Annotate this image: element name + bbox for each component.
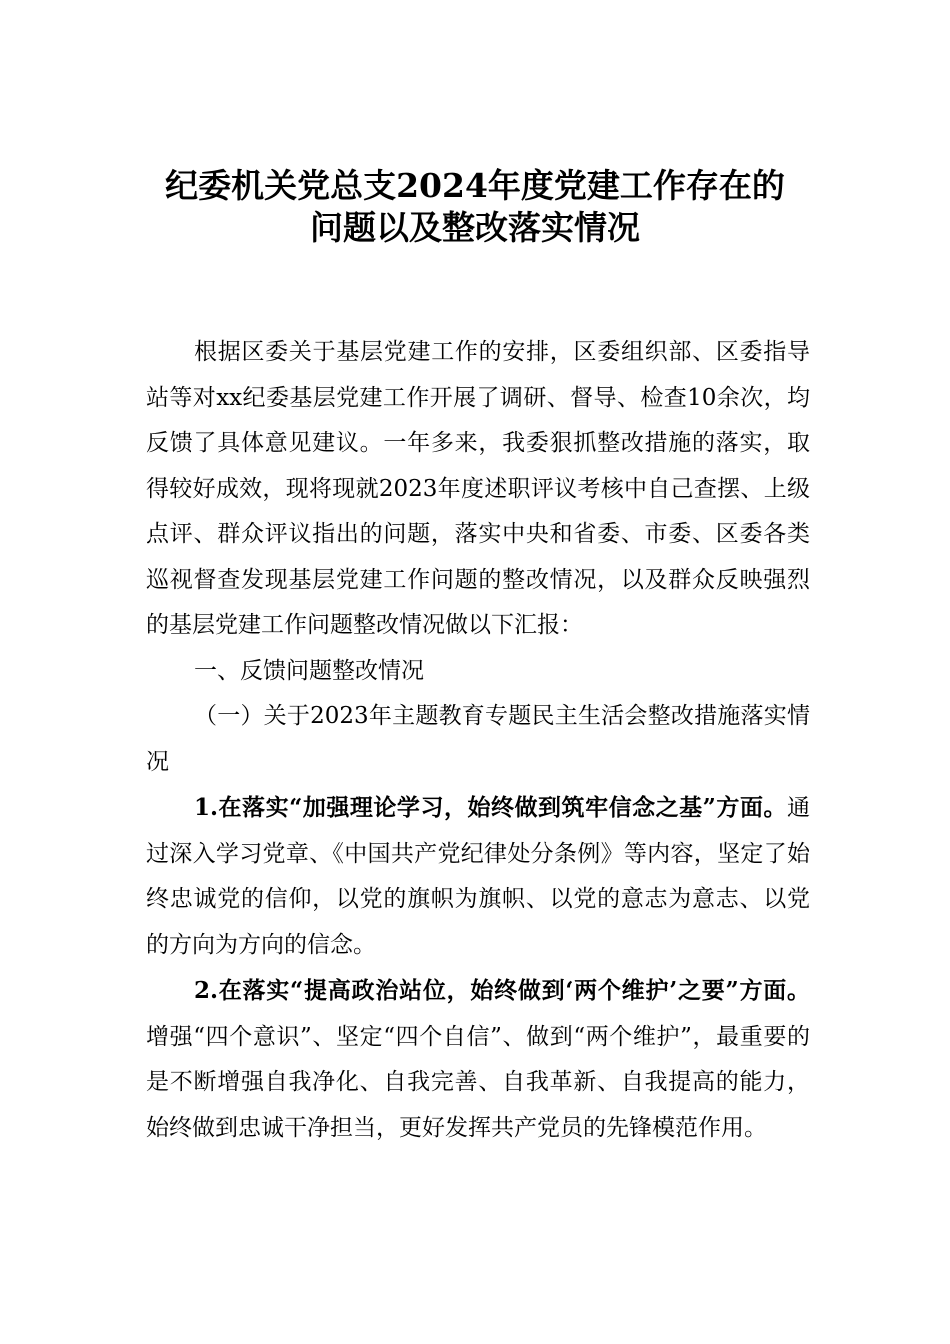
section-heading-1: 一、反馈问题整改情况 xyxy=(194,657,424,684)
subsection-heading-1: （一）关于2023年主题教育专题民主生活会整改措施落实情况 xyxy=(146,703,810,775)
item-1-lead: 1.在落实“加强理论学习，始终做到筑牢信念之基”方面。 xyxy=(194,794,787,821)
document-title-line-1: 纪委机关党总支2024年度党建工作存在的 xyxy=(165,166,785,205)
item-1-paragraph xyxy=(146,785,810,968)
document-body xyxy=(146,330,810,1151)
intro-paragraph: 根据区委关于基层党建工作的安排，区委组织部、区委指导站等对xx纪委基层党建工作开展了调研、督导、检查10余次，均反馈了具体意见建议。一年多来，我委狠抓整改措施的落实，取得较好成效，现将现就2023年度述职评议考核中自己查摆、上级点评、群众评议指出的问题，落实中央和省委、市委、区委各类巡视督查发现基层党建工作问题的整改情况，以及群众反映强烈的基层党建工作问题整改情况做以下汇报： xyxy=(146,339,810,638)
item-2-text: 增强“四个意识”、坚定“四个自信”、做到“两个维护”，最重要的是不断增强自我净化、自我完善、自我革新、自我提高的能力，始终做到忠诚干净担当，更好发挥共产党员的先锋模范作用。 xyxy=(146,1023,810,1141)
item-2-lead: 2.在落实“提高政治站位，始终做到‘两个维护’之要”方面。 xyxy=(194,977,810,1004)
item-1-text: 通过深入学习党章、《中国共产党纪律处分条例》等内容，坚定了始终忠诚党的信仰，以党的旗帜为旗帜、以党的意志为意志、以党的方向为方向的信念。 xyxy=(146,795,810,958)
document-title-line-2: 问题以及整改落实情况 xyxy=(310,208,640,247)
item-2-paragraph xyxy=(146,968,810,1151)
